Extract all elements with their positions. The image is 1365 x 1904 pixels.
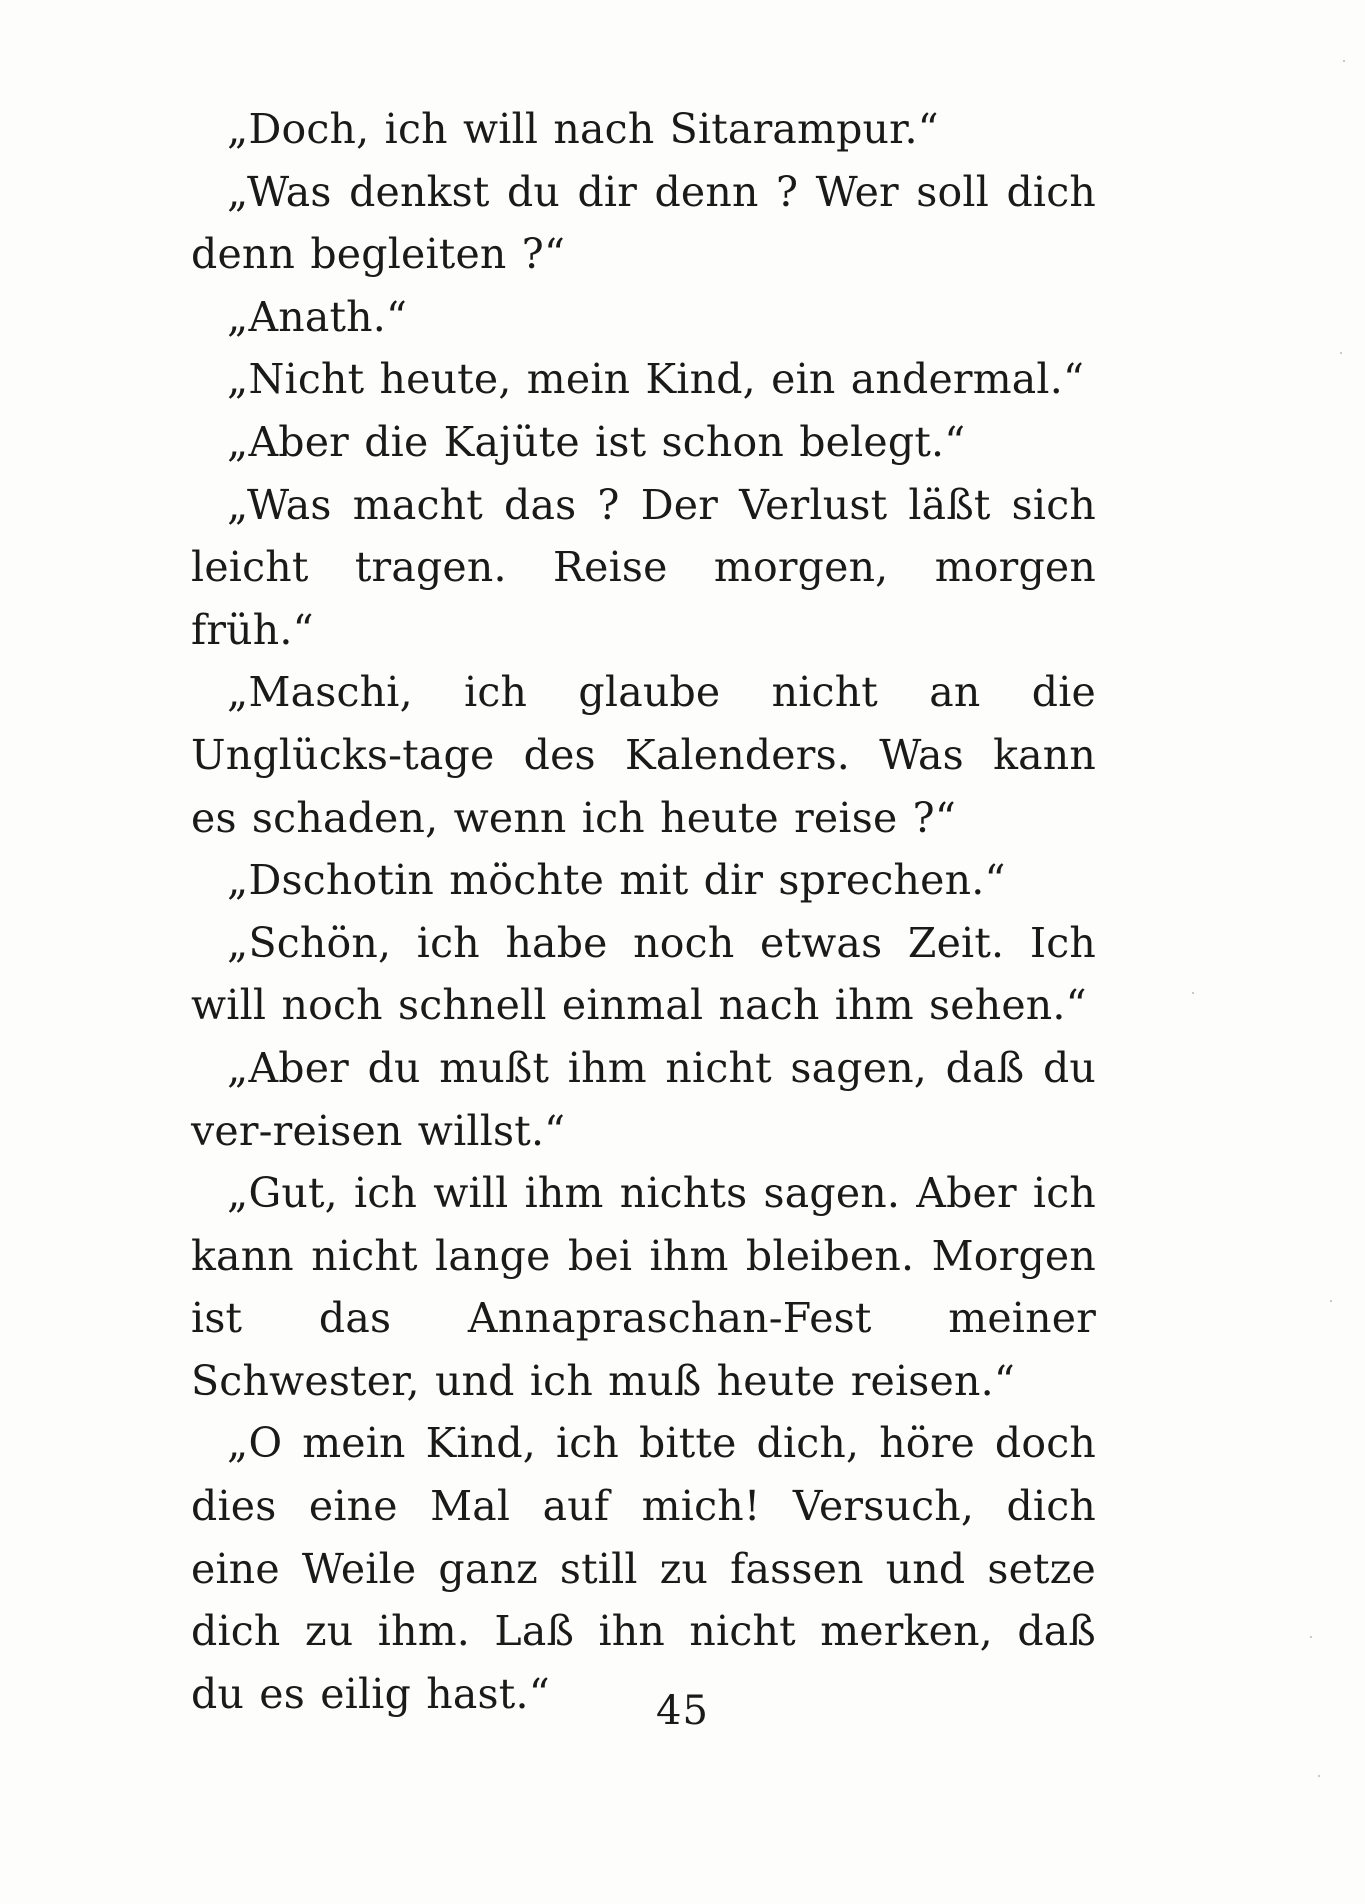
paragraph-3: „Anath.“ [227, 292, 408, 341]
paragraph-8: „Dschotin möchte mit dir sprechen.“ [227, 856, 1006, 905]
paper-speck [1343, 60, 1345, 62]
paragraph-10: „Aber du mußt ihm nicht sagen, daß du ver-reisen willst.“ [191, 1043, 1096, 1155]
paper-speck [1310, 1636, 1312, 1638]
paragraph-6: „Was macht das ? Der Verlust läßt sich leicht tragen. Reise morgen, morgen früh.“ [191, 480, 1096, 654]
paragraph-4: „Nicht heute, mein Kind, ein andermal.“ [227, 355, 1085, 404]
paper-speck [1318, 1775, 1320, 1777]
paper-speck [1192, 992, 1194, 994]
paragraph-5: „Aber die Kajüte ist schon belegt.“ [227, 417, 966, 466]
paragraph-9: „Schön, ich habe noch etwas Zeit. Ich will noch schnell einmal nach ihm sehen.“ [191, 918, 1096, 1030]
paragraph-1: „Doch, ich will nach Sitarampur.“ [227, 105, 939, 153]
paragraph-7: „Maschi, ich glaube nicht an die Unglücks-tage des Kalenders. Was kann es schaden, wenn ich heute reise ?“ [191, 668, 1096, 842]
body-text [191, 98, 1096, 1725]
paragraph-12: „O mein Kind, ich bitte dich, höre doch dies eine Mal auf mich! Versuch, dich eine Weile ganz still zu fassen und setze dich zu ihm. Laß ihn nicht merken, daß du es eilig hast.“ [191, 1419, 1096, 1718]
paper-speck [1330, 1300, 1332, 1302]
paragraph-2: „Was denkst du dir denn ? Wer soll dich denn begleiten ?“ [191, 167, 1096, 279]
page-number: 45 [656, 1688, 709, 1734]
paragraph-11: „Gut, ich will ihm nichts sagen. Aber ich kann nicht lange bei ihm bleiben. Morgen ist das Annapraschan-Fest meiner Schwester, und ich muß heute reisen.“ [191, 1169, 1096, 1405]
paper-speck [1340, 352, 1342, 354]
